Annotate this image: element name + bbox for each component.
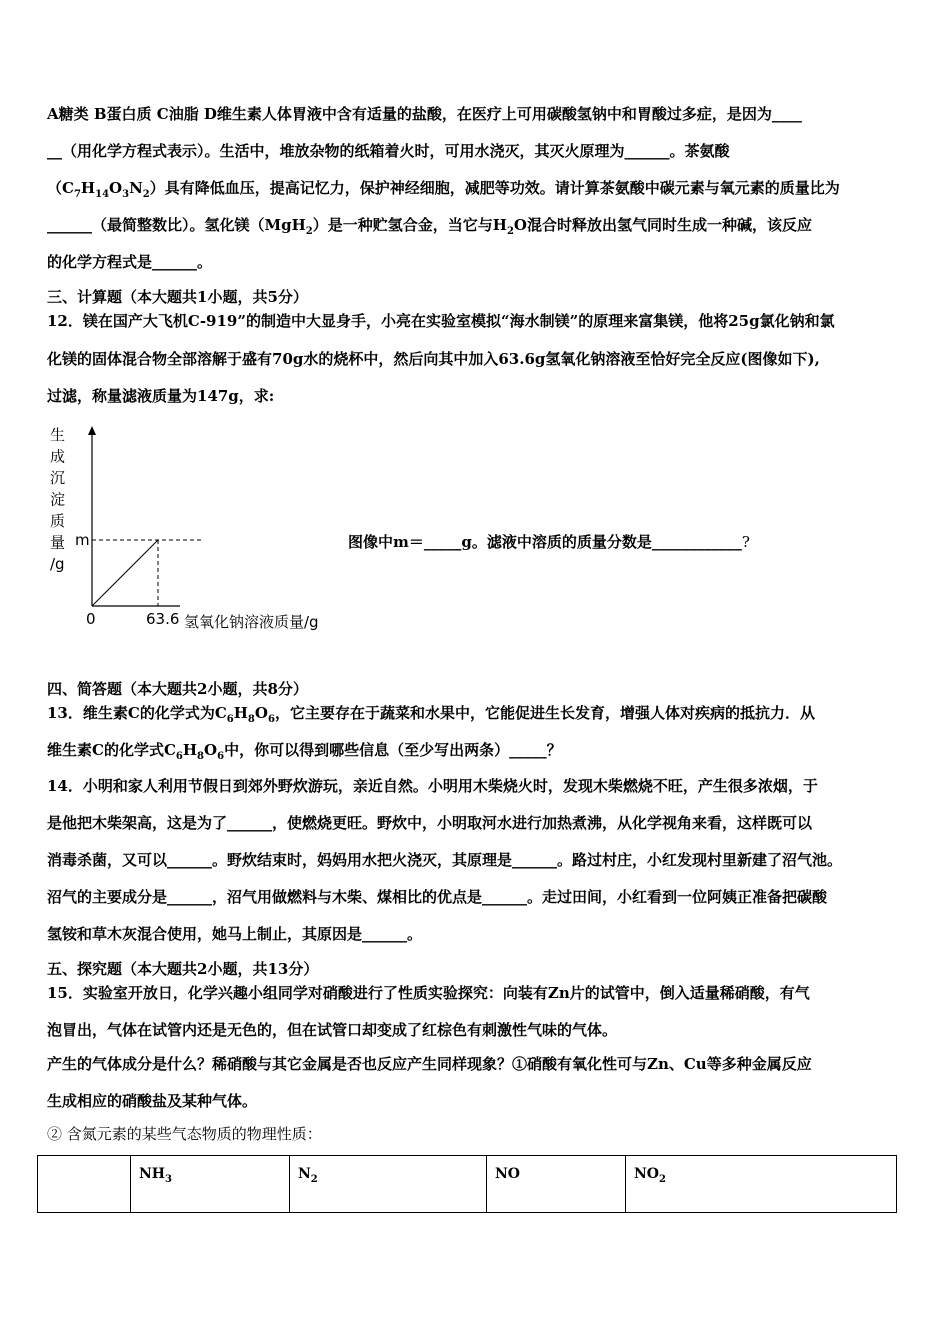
table-cell-no2: $NO_2$ [626,1156,897,1213]
q13-line-1: 13．维生素C的化学式为$C_6H_8O_6$，它主要存在于蔬菜和水果中，它能促进生长发育，增强人体对疾病的抵抗力．从 [47,704,815,725]
q14-line-5: 氢铵和草木灰混合使用，她马上制止，其原因是______。 [47,925,423,943]
section-4-heading: 四、简答题（本大题共2小题，共8分） [47,680,308,698]
q14-line-2: 是他把木柴架高，这是为了______，使燃烧更旺。野炊中，小明取河水进行加热煮沸，从化学视角来看，这样既可以 [47,814,813,832]
q13-line-2: 维生素C的化学式$C_6H_8O_6$中，你可以得到哪些信息（至少写出两条）_____？ [47,741,562,762]
q12-line-3: 过滤，称量滤液质量为147g，求: [47,387,275,405]
y-axis-label-char: 质 [50,512,66,530]
table-cell-empty [38,1156,131,1213]
nitrogen-properties-table [37,1155,897,1213]
q12-line-2: 化镁的固体混合物全部溶解于盛有70g水的烧杯中，然后向其中加入63.6g氢氧化钠溶液至恰好完全反应(图像如下), [47,350,820,368]
q14-line-3: 消毒杀菌，又可以______。野炊结束时，妈妈用水把火浇灭，其原理是______。路过村庄，小红发现村里新建了沼气池。 [47,851,843,869]
q12-line-1: 12．镁在国产大飞机C-919”的制造中大显身手，小亮在实验室模拟“海水制镁”的原理来富集镁，他将25g氯化钠和氯 [47,312,835,330]
q11-line-2: __（用化学方程式表示）。生活中，堆放杂物的纸箱着火时，可用水浇灭，其灭火原理为______。茶氨酸 [47,142,730,160]
q11-line-4: ______（最简整数比）。氢化镁（MgH$_2$）是一种贮氢合金，当它与$H_2O$混合时释放出氢气同时生成一种碱，该反应 [47,216,812,237]
q11-line-1: A糖类 B蛋白质 C油脂 D维生素人体胃液中含有适量的盐酸，在医疗上可用碳酸氢钠中和胃酸过多症，是因为____ [47,105,802,123]
q14-line-1: 14．小明和家人利用节假日到郊外野炊游玩，亲近自然。小明用木柴烧火时，发现木柴燃烧不旺，产生很多浓烟，于 [47,777,818,795]
series-line [92,540,158,606]
q11-line-5: 的化学方程式是______。 [47,253,213,271]
table-cell-n2: $N_2$ [290,1156,487,1213]
table-cell-nh3: $NH_3$ [131,1156,290,1213]
q15-line-3: 产生的气体成分是什么？稀硝酸与其它金属是否也反应产生同样现象？①硝酸有氧化性可与Zn、Cu等多种金属反应 [47,1055,812,1073]
y-axis-label [50,426,65,573]
chart-question: 图像中m＝_____g。滤液中溶质的质量分数是____________? [348,533,750,551]
y-tick-label-m: m [75,531,90,549]
y-axis-label-char: 量 [50,533,66,552]
y-axis-label-char: 沉 [50,469,66,487]
q15-line-2: 泡冒出，气体在试管内还是无色的，但在试管口却变成了红棕色有刺激性气味的气体。 [47,1021,618,1039]
q15-line-5: ② 含氮元素的某些气态物质的物理性质： [47,1125,322,1143]
table-cell-no: NO [487,1156,626,1213]
section-3-heading: 三、计算题（本大题共1小题，共5分） [47,288,308,306]
q15-line-1: 15．实验室开放日，化学兴趣小组同学对硝酸进行了性质实验探究：向装有Zn片的试管中，倒入适量稀硝酸，有气 [47,984,810,1002]
q14-line-4: 沼气的主要成分是______，沼气用做燃料与木柴、煤相比的优点是______。走过田间，小红看到一位阿姨正准备把碳酸 [47,888,828,906]
section-5-heading: 五、探究题（本大题共2小题，共13分） [47,960,319,978]
y-axis-label-char: 成 [50,447,66,466]
y-axis-label-char: 生 [50,426,66,444]
x-axis-label: 氢氧化钠溶液质量/g [184,613,319,631]
q15-line-4: 生成相应的硝酸盐及某种气体。 [47,1092,258,1110]
x-tick-label: 63.6 [146,610,180,628]
y-axis-label-char: /g [50,555,65,573]
q11-line-3: $(C_7H_{14}O_3N_2)$具有降低血压，提高记忆力，保护神经细胞，减肥等功效。请计算茶氨酸中碳元素与氧元素的质量比为 [47,179,840,200]
precipitate-mass-chart [40,420,340,635]
table-row [38,1156,897,1213]
origin-label: 0 [86,610,96,628]
y-axis-arrow [88,426,96,435]
y-axis-label-char: 淀 [50,490,66,509]
